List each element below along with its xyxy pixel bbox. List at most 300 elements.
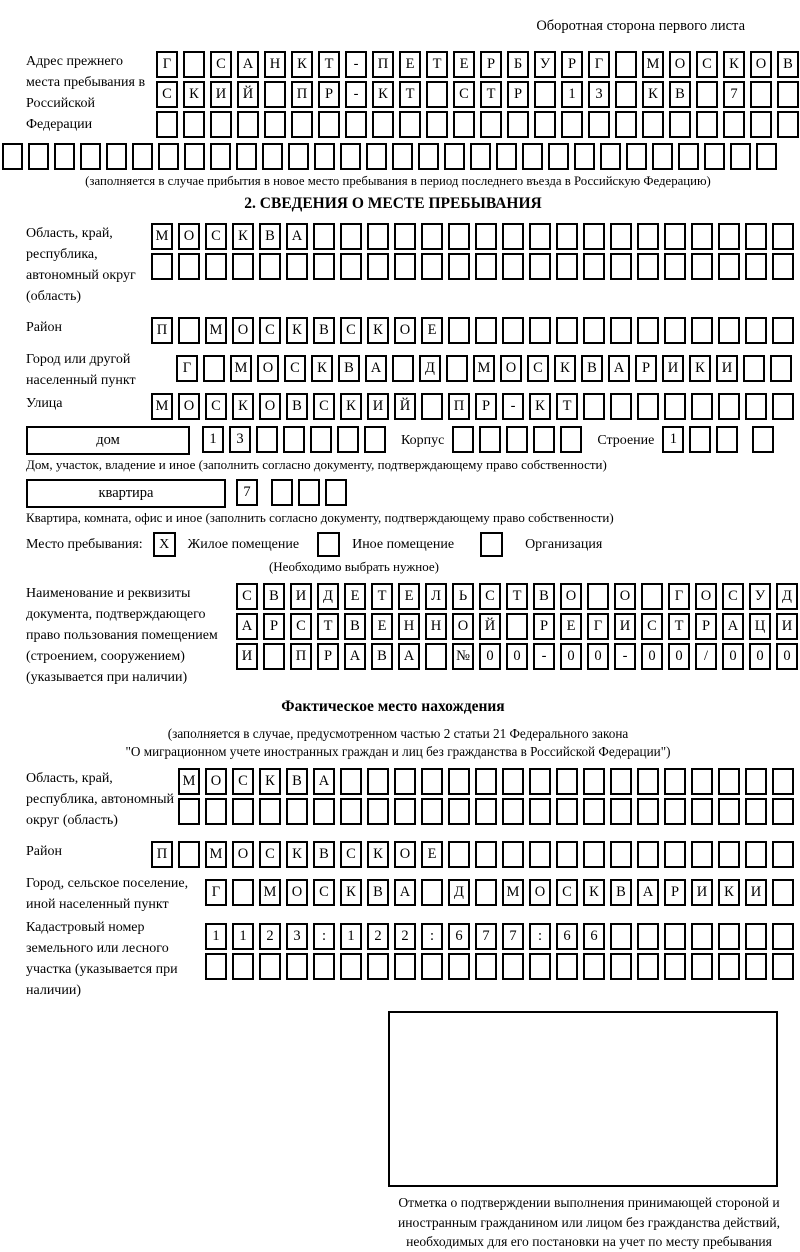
char-cell[interactable]: Й <box>237 81 259 108</box>
char-cell[interactable] <box>730 143 751 170</box>
char-cell[interactable]: Р <box>561 51 583 78</box>
char-cell[interactable] <box>745 768 767 795</box>
char-cell[interactable]: И <box>662 355 684 382</box>
char-cell[interactable]: В <box>669 81 691 108</box>
char-cell[interactable] <box>392 143 413 170</box>
char-cell[interactable] <box>151 253 173 280</box>
char-cell[interactable]: Г <box>176 355 198 382</box>
char-cell[interactable]: О <box>452 613 474 640</box>
char-cell[interactable]: О <box>695 583 717 610</box>
char-cell[interactable]: 6 <box>448 923 470 950</box>
char-cell[interactable]: Е <box>421 317 443 344</box>
char-cell[interactable]: С <box>453 81 475 108</box>
char-cell[interactable] <box>28 143 49 170</box>
char-cell[interactable] <box>664 841 686 868</box>
char-cell[interactable] <box>259 253 281 280</box>
char-cell[interactable]: 1 <box>202 426 224 453</box>
char-cell[interactable] <box>691 923 713 950</box>
char-cell[interactable] <box>325 479 347 506</box>
char-cell[interactable]: В <box>286 393 308 420</box>
char-cell[interactable] <box>637 798 659 825</box>
char-cell[interactable]: № <box>452 643 474 670</box>
char-cell[interactable] <box>314 143 335 170</box>
char-cell[interactable] <box>178 317 200 344</box>
char-cell[interactable] <box>394 798 416 825</box>
char-cell[interactable] <box>318 111 340 138</box>
char-cell[interactable] <box>106 143 127 170</box>
char-cell[interactable]: К <box>642 81 664 108</box>
char-cell[interactable] <box>475 879 497 906</box>
char-cell[interactable] <box>718 923 740 950</box>
char-cell[interactable]: Р <box>480 51 502 78</box>
char-cell[interactable] <box>283 426 305 453</box>
char-cell[interactable]: С <box>340 841 362 868</box>
char-cell[interactable] <box>752 426 774 453</box>
char-cell[interactable] <box>718 768 740 795</box>
char-cell[interactable] <box>475 253 497 280</box>
char-cell[interactable] <box>745 253 767 280</box>
char-cell[interactable] <box>626 143 647 170</box>
char-cell[interactable]: / <box>695 643 717 670</box>
char-cell[interactable] <box>264 111 286 138</box>
char-cell[interactable] <box>232 798 254 825</box>
char-cell[interactable]: И <box>210 81 232 108</box>
char-cell[interactable]: К <box>340 393 362 420</box>
char-cell[interactable]: Р <box>664 879 686 906</box>
char-cell[interactable] <box>475 953 497 980</box>
char-cell[interactable] <box>205 253 227 280</box>
char-cell[interactable]: Р <box>507 81 529 108</box>
char-cell[interactable] <box>583 953 605 980</box>
char-cell[interactable]: В <box>344 613 366 640</box>
char-cell[interactable] <box>480 111 502 138</box>
char-cell[interactable] <box>560 426 582 453</box>
char-cell[interactable]: П <box>372 51 394 78</box>
char-cell[interactable] <box>696 111 718 138</box>
char-cell[interactable] <box>583 841 605 868</box>
char-cell[interactable] <box>506 613 528 640</box>
char-cell[interactable]: Р <box>695 613 717 640</box>
char-cell[interactable]: Д <box>317 583 339 610</box>
checkbox-residential[interactable]: X <box>153 532 176 557</box>
char-cell[interactable] <box>556 253 578 280</box>
char-cell[interactable]: 1 <box>561 81 583 108</box>
char-cell[interactable]: 0 <box>479 643 501 670</box>
char-cell[interactable]: С <box>259 841 281 868</box>
char-cell[interactable]: К <box>311 355 333 382</box>
char-cell[interactable] <box>610 798 632 825</box>
char-cell[interactable]: К <box>372 81 394 108</box>
char-cell[interactable] <box>421 953 443 980</box>
char-cell[interactable]: К <box>583 879 605 906</box>
char-cell[interactable] <box>313 953 335 980</box>
char-cell[interactable]: Д <box>419 355 441 382</box>
char-cell[interactable]: Г <box>587 613 609 640</box>
char-cell[interactable]: О <box>232 841 254 868</box>
char-cell[interactable]: 0 <box>668 643 690 670</box>
char-cell[interactable] <box>691 393 713 420</box>
char-cell[interactable] <box>583 223 605 250</box>
char-cell[interactable]: Р <box>317 643 339 670</box>
char-cell[interactable]: М <box>205 841 227 868</box>
char-cell[interactable]: В <box>367 879 389 906</box>
char-cell[interactable]: И <box>716 355 738 382</box>
char-cell[interactable] <box>259 953 281 980</box>
char-cell[interactable] <box>291 111 313 138</box>
char-cell[interactable] <box>367 798 389 825</box>
char-cell[interactable] <box>479 426 501 453</box>
char-cell[interactable] <box>777 111 799 138</box>
char-cell[interactable]: Ь <box>452 583 474 610</box>
char-cell[interactable]: М <box>473 355 495 382</box>
char-cell[interactable]: В <box>338 355 360 382</box>
char-cell[interactable]: 6 <box>556 923 578 950</box>
char-cell[interactable] <box>421 768 443 795</box>
char-cell[interactable]: - <box>533 643 555 670</box>
char-cell[interactable] <box>2 143 23 170</box>
char-cell[interactable] <box>534 81 556 108</box>
char-cell[interactable] <box>664 768 686 795</box>
char-cell[interactable]: 0 <box>587 643 609 670</box>
char-cell[interactable] <box>502 253 524 280</box>
char-cell[interactable]: А <box>344 643 366 670</box>
char-cell[interactable] <box>637 317 659 344</box>
char-cell[interactable] <box>637 841 659 868</box>
char-cell[interactable]: О <box>500 355 522 382</box>
char-cell[interactable] <box>691 768 713 795</box>
char-cell[interactable] <box>718 253 740 280</box>
char-cell[interactable]: 0 <box>722 643 744 670</box>
char-cell[interactable] <box>232 953 254 980</box>
char-cell[interactable]: Г <box>205 879 227 906</box>
char-cell[interactable]: С <box>313 879 335 906</box>
char-cell[interactable]: 7 <box>723 81 745 108</box>
char-cell[interactable] <box>691 253 713 280</box>
char-cell[interactable] <box>772 923 794 950</box>
char-cell[interactable] <box>772 798 794 825</box>
char-cell[interactable] <box>745 393 767 420</box>
char-cell[interactable] <box>446 355 468 382</box>
char-cell[interactable] <box>678 143 699 170</box>
char-cell[interactable] <box>561 111 583 138</box>
char-cell[interactable] <box>610 923 632 950</box>
char-cell[interactable] <box>583 393 605 420</box>
char-cell[interactable] <box>556 841 578 868</box>
char-cell[interactable]: М <box>151 393 173 420</box>
char-cell[interactable] <box>340 253 362 280</box>
char-cell[interactable]: 2 <box>259 923 281 950</box>
char-cell[interactable] <box>340 143 361 170</box>
char-cell[interactable]: К <box>367 841 389 868</box>
char-cell[interactable]: Ц <box>749 613 771 640</box>
char-cell[interactable] <box>718 223 740 250</box>
char-cell[interactable]: М <box>151 223 173 250</box>
char-cell[interactable]: К <box>718 879 740 906</box>
char-cell[interactable]: У <box>749 583 771 610</box>
char-cell[interactable] <box>772 253 794 280</box>
char-cell[interactable] <box>54 143 75 170</box>
char-cell[interactable] <box>367 768 389 795</box>
char-cell[interactable] <box>718 798 740 825</box>
char-cell[interactable] <box>664 798 686 825</box>
char-cell[interactable] <box>399 111 421 138</box>
char-cell[interactable] <box>366 143 387 170</box>
char-cell[interactable] <box>421 798 443 825</box>
char-cell[interactable] <box>178 253 200 280</box>
char-cell[interactable]: С <box>205 223 227 250</box>
char-cell[interactable]: И <box>745 879 767 906</box>
char-cell[interactable]: Т <box>426 51 448 78</box>
char-cell[interactable]: 1 <box>340 923 362 950</box>
char-cell[interactable] <box>745 798 767 825</box>
char-cell[interactable]: Г <box>156 51 178 78</box>
char-cell[interactable]: Е <box>371 613 393 640</box>
char-cell[interactable]: 7 <box>236 479 258 506</box>
char-cell[interactable] <box>286 253 308 280</box>
char-cell[interactable] <box>772 879 794 906</box>
char-cell[interactable] <box>502 317 524 344</box>
char-cell[interactable]: Т <box>317 613 339 640</box>
char-cell[interactable]: К <box>554 355 576 382</box>
char-cell[interactable]: П <box>290 643 312 670</box>
char-cell[interactable]: П <box>151 841 173 868</box>
char-cell[interactable] <box>718 841 740 868</box>
char-cell[interactable] <box>750 111 772 138</box>
char-cell[interactable] <box>723 111 745 138</box>
char-cell[interactable]: Е <box>399 51 421 78</box>
char-cell[interactable]: Б <box>507 51 529 78</box>
char-cell[interactable] <box>583 253 605 280</box>
char-cell[interactable] <box>286 798 308 825</box>
char-cell[interactable]: М <box>178 768 200 795</box>
char-cell[interactable] <box>210 111 232 138</box>
char-cell[interactable]: Р <box>533 613 555 640</box>
char-cell[interactable]: И <box>290 583 312 610</box>
char-cell[interactable] <box>453 111 475 138</box>
char-cell[interactable]: Р <box>318 81 340 108</box>
char-cell[interactable]: О <box>669 51 691 78</box>
char-cell[interactable] <box>556 223 578 250</box>
char-cell[interactable] <box>529 798 551 825</box>
char-cell[interactable] <box>548 143 569 170</box>
char-cell[interactable] <box>210 143 231 170</box>
char-cell[interactable]: О <box>394 841 416 868</box>
char-cell[interactable] <box>743 355 765 382</box>
char-cell[interactable] <box>534 111 556 138</box>
char-cell[interactable]: О <box>257 355 279 382</box>
char-cell[interactable] <box>340 953 362 980</box>
char-cell[interactable]: 2 <box>394 923 416 950</box>
char-cell[interactable] <box>637 768 659 795</box>
char-cell[interactable]: Г <box>668 583 690 610</box>
char-cell[interactable]: Н <box>398 613 420 640</box>
char-cell[interactable]: И <box>691 879 713 906</box>
char-cell[interactable] <box>394 768 416 795</box>
char-cell[interactable]: - <box>345 51 367 78</box>
char-cell[interactable]: : <box>313 923 335 950</box>
char-cell[interactable]: С <box>340 317 362 344</box>
char-cell[interactable]: Т <box>668 613 690 640</box>
char-cell[interactable] <box>475 841 497 868</box>
char-cell[interactable] <box>448 317 470 344</box>
char-cell[interactable]: О <box>560 583 582 610</box>
char-cell[interactable]: В <box>263 583 285 610</box>
char-cell[interactable]: М <box>502 879 524 906</box>
char-cell[interactable]: О <box>178 223 200 250</box>
char-cell[interactable]: С <box>259 317 281 344</box>
char-cell[interactable] <box>745 841 767 868</box>
char-cell[interactable] <box>664 223 686 250</box>
char-cell[interactable]: В <box>286 768 308 795</box>
char-cell[interactable] <box>340 223 362 250</box>
char-cell[interactable]: К <box>291 51 313 78</box>
char-cell[interactable]: А <box>608 355 630 382</box>
char-cell[interactable] <box>691 223 713 250</box>
char-cell[interactable]: В <box>371 643 393 670</box>
char-cell[interactable]: С <box>156 81 178 108</box>
char-cell[interactable] <box>237 111 259 138</box>
char-cell[interactable] <box>777 81 799 108</box>
char-cell[interactable]: В <box>259 223 281 250</box>
char-cell[interactable] <box>704 143 725 170</box>
char-cell[interactable]: Р <box>475 393 497 420</box>
char-cell[interactable]: О <box>232 317 254 344</box>
char-cell[interactable]: Е <box>344 583 366 610</box>
char-cell[interactable] <box>183 51 205 78</box>
char-cell[interactable]: В <box>313 841 335 868</box>
char-cell[interactable]: Д <box>776 583 798 610</box>
char-cell[interactable]: С <box>236 583 258 610</box>
char-cell[interactable]: С <box>205 393 227 420</box>
char-cell[interactable] <box>556 953 578 980</box>
char-cell[interactable] <box>556 317 578 344</box>
char-cell[interactable] <box>772 841 794 868</box>
char-cell[interactable]: Й <box>479 613 501 640</box>
char-cell[interactable]: К <box>529 393 551 420</box>
char-cell[interactable]: К <box>259 768 281 795</box>
char-cell[interactable]: 1 <box>232 923 254 950</box>
char-cell[interactable]: Т <box>371 583 393 610</box>
char-cell[interactable] <box>610 768 632 795</box>
char-cell[interactable] <box>271 479 293 506</box>
char-cell[interactable] <box>664 253 686 280</box>
char-cell[interactable] <box>288 143 309 170</box>
char-cell[interactable]: Е <box>560 613 582 640</box>
char-cell[interactable]: К <box>723 51 745 78</box>
char-cell[interactable]: О <box>394 317 416 344</box>
char-cell[interactable]: С <box>722 583 744 610</box>
char-cell[interactable]: П <box>448 393 470 420</box>
char-cell[interactable]: В <box>581 355 603 382</box>
char-cell[interactable]: П <box>291 81 313 108</box>
char-cell[interactable]: : <box>421 923 443 950</box>
char-cell[interactable]: А <box>237 51 259 78</box>
char-cell[interactable] <box>615 81 637 108</box>
checkbox-other-premises[interactable] <box>317 532 340 557</box>
char-cell[interactable]: П <box>151 317 173 344</box>
char-cell[interactable]: 2 <box>367 923 389 950</box>
char-cell[interactable]: И <box>367 393 389 420</box>
char-cell[interactable] <box>691 841 713 868</box>
char-cell[interactable] <box>664 393 686 420</box>
char-cell[interactable] <box>689 426 711 453</box>
char-cell[interactable]: - <box>345 81 367 108</box>
char-cell[interactable] <box>718 317 740 344</box>
char-cell[interactable] <box>340 768 362 795</box>
char-cell[interactable]: А <box>637 879 659 906</box>
char-cell[interactable] <box>615 111 637 138</box>
char-cell[interactable]: Р <box>635 355 657 382</box>
char-cell[interactable] <box>256 426 278 453</box>
char-cell[interactable]: 3 <box>286 923 308 950</box>
char-cell[interactable] <box>421 253 443 280</box>
char-cell[interactable]: 1 <box>205 923 227 950</box>
char-cell[interactable] <box>80 143 101 170</box>
char-cell[interactable] <box>232 879 254 906</box>
char-cell[interactable]: 0 <box>776 643 798 670</box>
char-cell[interactable] <box>205 798 227 825</box>
char-cell[interactable] <box>610 223 632 250</box>
char-cell[interactable] <box>637 923 659 950</box>
char-cell[interactable] <box>669 111 691 138</box>
char-cell[interactable] <box>770 355 792 382</box>
char-cell[interactable] <box>313 253 335 280</box>
char-cell[interactable]: А <box>236 613 258 640</box>
char-cell[interactable]: 3 <box>229 426 251 453</box>
char-cell[interactable] <box>426 111 448 138</box>
char-cell[interactable] <box>236 143 257 170</box>
char-cell[interactable]: С <box>696 51 718 78</box>
char-cell[interactable] <box>507 111 529 138</box>
char-cell[interactable] <box>529 768 551 795</box>
char-cell[interactable] <box>232 253 254 280</box>
char-cell[interactable] <box>310 426 332 453</box>
char-cell[interactable] <box>652 143 673 170</box>
char-cell[interactable]: С <box>556 879 578 906</box>
char-cell[interactable]: К <box>689 355 711 382</box>
char-cell[interactable] <box>475 768 497 795</box>
char-cell[interactable] <box>313 798 335 825</box>
char-cell[interactable] <box>691 798 713 825</box>
char-cell[interactable]: С <box>527 355 549 382</box>
char-cell[interactable]: А <box>398 643 420 670</box>
char-cell[interactable]: К <box>367 317 389 344</box>
char-cell[interactable]: 6 <box>583 923 605 950</box>
char-cell[interactable] <box>372 111 394 138</box>
char-cell[interactable] <box>600 143 621 170</box>
char-cell[interactable]: О <box>205 768 227 795</box>
char-cell[interactable]: С <box>479 583 501 610</box>
char-cell[interactable]: 7 <box>475 923 497 950</box>
char-cell[interactable]: С <box>313 393 335 420</box>
char-cell[interactable] <box>529 841 551 868</box>
char-cell[interactable] <box>691 317 713 344</box>
char-cell[interactable]: И <box>776 613 798 640</box>
char-cell[interactable] <box>259 798 281 825</box>
char-cell[interactable]: С <box>232 768 254 795</box>
char-cell[interactable] <box>502 798 524 825</box>
char-cell[interactable] <box>337 426 359 453</box>
char-cell[interactable] <box>158 143 179 170</box>
char-cell[interactable] <box>448 253 470 280</box>
char-cell[interactable] <box>718 393 740 420</box>
char-cell[interactable] <box>529 317 551 344</box>
char-cell[interactable] <box>587 583 609 610</box>
char-cell[interactable]: Т <box>318 51 340 78</box>
char-cell[interactable]: Т <box>556 393 578 420</box>
char-cell[interactable] <box>745 953 767 980</box>
char-cell[interactable] <box>756 143 777 170</box>
